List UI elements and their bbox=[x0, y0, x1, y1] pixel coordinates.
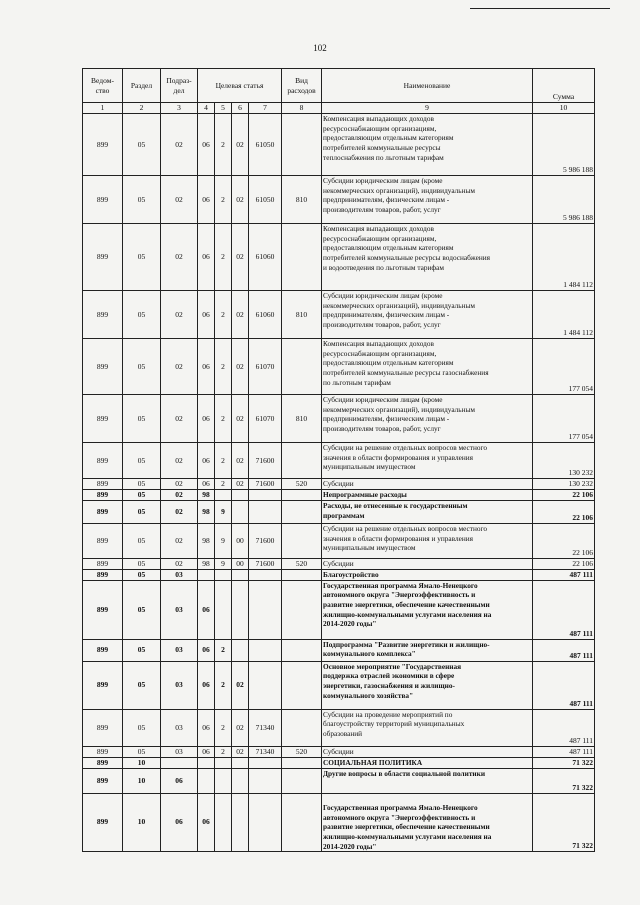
cell-dept: 899 bbox=[83, 114, 123, 176]
cell-target-4: 61060 bbox=[249, 224, 282, 291]
cell-target-2 bbox=[215, 793, 232, 852]
cell-section: 05 bbox=[123, 176, 161, 224]
table-row bbox=[83, 580, 595, 639]
cell-target-3 bbox=[232, 500, 249, 523]
cell-section: 05 bbox=[123, 479, 161, 490]
cell-target-3: 02 bbox=[232, 443, 249, 479]
cell-target-4: 71340 bbox=[249, 709, 282, 746]
cell-dept: 899 bbox=[83, 443, 123, 479]
cell-target-1: 98 bbox=[198, 500, 215, 523]
cell-target-2 bbox=[215, 768, 232, 793]
cell-subsection: 02 bbox=[161, 176, 198, 224]
header-section: Раздел bbox=[123, 69, 161, 103]
cell-target-3: 02 bbox=[232, 479, 249, 490]
cell-subsection: 03 bbox=[161, 709, 198, 746]
cell-section: 05 bbox=[123, 500, 161, 523]
cell-target-4: 61070 bbox=[249, 339, 282, 395]
cell-target-3 bbox=[232, 793, 249, 852]
cell-sum: 71 322 bbox=[533, 768, 595, 793]
cell-section: 05 bbox=[123, 395, 161, 443]
cell-name: Субсидии юридическим лицам (кроме некоммерческих организаций), индивидуальным предпринимателям, физическим лицам - производителям товаров, работ, услуг bbox=[322, 291, 533, 339]
cell-subsection: 02 bbox=[161, 489, 198, 500]
table-row bbox=[83, 639, 595, 661]
cell-name: Субсидии на решение отдельных вопросов местного значения в области формирования и управления муниципальным имуществом bbox=[322, 523, 533, 558]
cell-section: 05 bbox=[123, 114, 161, 176]
cell-dept: 899 bbox=[83, 395, 123, 443]
cell-target-2 bbox=[215, 489, 232, 500]
cell-target-2 bbox=[215, 757, 232, 768]
cell-sum: 5 986 188 bbox=[533, 176, 595, 224]
cell-dept: 899 bbox=[83, 176, 123, 224]
cell-target-2: 2 bbox=[215, 639, 232, 661]
cell-subsection: 06 bbox=[161, 793, 198, 852]
cell-target-3: 02 bbox=[232, 114, 249, 176]
cell-dept: 899 bbox=[83, 746, 123, 757]
cell-subsection: 02 bbox=[161, 523, 198, 558]
cell-name: Субсидии bbox=[322, 558, 533, 569]
cell-target-1: 06 bbox=[198, 479, 215, 490]
cell-sum: 487 111 bbox=[533, 746, 595, 757]
cell-subsection: 02 bbox=[161, 224, 198, 291]
cell-target-2: 2 bbox=[215, 395, 232, 443]
cell-exp-type bbox=[282, 580, 322, 639]
cell-section: 05 bbox=[123, 558, 161, 569]
cell-dept: 899 bbox=[83, 479, 123, 490]
table-row bbox=[83, 757, 595, 768]
cell-exp-type bbox=[282, 768, 322, 793]
table-row bbox=[83, 489, 595, 500]
cell-subsection: 06 bbox=[161, 768, 198, 793]
cell-dept: 899 bbox=[83, 500, 123, 523]
cell-target-1: 06 bbox=[198, 661, 215, 709]
cell-subsection: 02 bbox=[161, 479, 198, 490]
cell-sum: 1 484 112 bbox=[533, 224, 595, 291]
cell-name: Непрограммные расходы bbox=[322, 489, 533, 500]
cell-target-2: 2 bbox=[215, 339, 232, 395]
cell-sum: 130 232 bbox=[533, 443, 595, 479]
cell-target-2 bbox=[215, 580, 232, 639]
table-row bbox=[83, 339, 595, 395]
cell-sum: 487 111 bbox=[533, 569, 595, 580]
cell-target-3: 02 bbox=[232, 224, 249, 291]
cell-sum: 22 106 bbox=[533, 558, 595, 569]
header-dept: Ведом- ство bbox=[83, 69, 123, 103]
cell-target-2: 2 bbox=[215, 114, 232, 176]
cell-target-2: 2 bbox=[215, 291, 232, 339]
table-row bbox=[83, 443, 595, 479]
cell-exp-type: 810 bbox=[282, 291, 322, 339]
cell-target-4 bbox=[249, 500, 282, 523]
table-row bbox=[83, 558, 595, 569]
cell-subsection: 03 bbox=[161, 661, 198, 709]
cell-target-3: 02 bbox=[232, 661, 249, 709]
cell-exp-type bbox=[282, 114, 322, 176]
table-row bbox=[83, 793, 595, 852]
cell-target-1: 06 bbox=[198, 580, 215, 639]
cell-dept: 899 bbox=[83, 709, 123, 746]
cell-target-1: 06 bbox=[198, 709, 215, 746]
cell-section: 05 bbox=[123, 746, 161, 757]
cell-subsection bbox=[161, 757, 198, 768]
cell-exp-type bbox=[282, 709, 322, 746]
cell-sum: 5 986 188 bbox=[533, 114, 595, 176]
table-row bbox=[83, 500, 595, 523]
header-exp-type: Вид расходов bbox=[282, 69, 322, 103]
cell-target-3: 02 bbox=[232, 176, 249, 224]
cell-dept: 899 bbox=[83, 580, 123, 639]
cell-target-4 bbox=[249, 489, 282, 500]
table-row bbox=[83, 523, 595, 558]
cell-target-2: 2 bbox=[215, 176, 232, 224]
table-row bbox=[83, 479, 595, 490]
cell-exp-type: 810 bbox=[282, 395, 322, 443]
cell-sum: 487 111 bbox=[533, 639, 595, 661]
table-row bbox=[83, 114, 595, 176]
cell-target-4 bbox=[249, 757, 282, 768]
cell-target-3: 02 bbox=[232, 395, 249, 443]
cell-exp-type: 520 bbox=[282, 479, 322, 490]
cell-exp-type bbox=[282, 339, 322, 395]
cell-name: Субсидии на решение отдельных вопросов местного значения в области формирования и управления муниципальным имуществом bbox=[322, 443, 533, 479]
table-row bbox=[83, 291, 595, 339]
cell-target-2: 2 bbox=[215, 443, 232, 479]
cell-section: 05 bbox=[123, 443, 161, 479]
cell-target-3 bbox=[232, 639, 249, 661]
cell-section: 05 bbox=[123, 709, 161, 746]
cell-section: 05 bbox=[123, 523, 161, 558]
cell-target-1: 06 bbox=[198, 746, 215, 757]
header-name: Наименование bbox=[322, 69, 533, 103]
cell-target-1 bbox=[198, 569, 215, 580]
cell-target-4: 61050 bbox=[249, 114, 282, 176]
cell-target-3: 02 bbox=[232, 339, 249, 395]
cell-name: Другие вопросы в области социальной политики bbox=[322, 768, 533, 793]
cell-target-3 bbox=[232, 489, 249, 500]
column-number: 10 bbox=[533, 103, 595, 114]
cell-sum: 130 232 bbox=[533, 479, 595, 490]
cell-subsection: 02 bbox=[161, 395, 198, 443]
column-number: 4 bbox=[198, 103, 215, 114]
cell-subsection: 02 bbox=[161, 339, 198, 395]
cell-name: Субсидии bbox=[322, 479, 533, 490]
cell-section: 05 bbox=[123, 489, 161, 500]
column-number: 8 bbox=[282, 103, 322, 114]
cell-sum: 487 111 bbox=[533, 580, 595, 639]
page-number: 102 bbox=[313, 43, 327, 53]
cell-subsection: 02 bbox=[161, 114, 198, 176]
cell-target-2: 2 bbox=[215, 746, 232, 757]
cell-target-1: 06 bbox=[198, 291, 215, 339]
cell-sum: 71 322 bbox=[533, 793, 595, 852]
cell-target-4: 71600 bbox=[249, 558, 282, 569]
cell-section: 05 bbox=[123, 580, 161, 639]
cell-subsection: 02 bbox=[161, 500, 198, 523]
header-target: Целевая статья bbox=[198, 69, 282, 103]
cell-exp-type: 520 bbox=[282, 746, 322, 757]
cell-target-4 bbox=[249, 569, 282, 580]
cell-exp-type bbox=[282, 757, 322, 768]
cell-target-1: 06 bbox=[198, 114, 215, 176]
cell-target-2: 9 bbox=[215, 500, 232, 523]
cell-exp-type bbox=[282, 224, 322, 291]
cell-target-1: 06 bbox=[198, 639, 215, 661]
column-number: 7 bbox=[249, 103, 282, 114]
cell-name: Субсидии юридическим лицам (кроме некоммерческих организаций), индивидуальным предпринимателям, физическим лицам - производителям товаров, работ, услуг bbox=[322, 395, 533, 443]
cell-section: 05 bbox=[123, 224, 161, 291]
cell-dept: 899 bbox=[83, 757, 123, 768]
cell-target-2: 2 bbox=[215, 479, 232, 490]
cell-subsection: 03 bbox=[161, 746, 198, 757]
cell-target-4 bbox=[249, 639, 282, 661]
cell-name: Компенсация выпадающих доходов ресурсоснабжающим организациям, предоставляющим отдельным категориям потребителей коммунальные ресурсы газоснабжения по льготным тарифам bbox=[322, 339, 533, 395]
cell-target-3: 02 bbox=[232, 709, 249, 746]
cell-name: Субсидии на проведение мероприятий по благоустройству территорий муниципальных образований bbox=[322, 709, 533, 746]
cell-target-4: 71600 bbox=[249, 443, 282, 479]
cell-exp-type: 520 bbox=[282, 558, 322, 569]
cell-dept: 899 bbox=[83, 523, 123, 558]
table-row bbox=[83, 661, 595, 709]
cell-target-4: 61060 bbox=[249, 291, 282, 339]
cell-sum: 71 322 bbox=[533, 757, 595, 768]
cell-target-3: 00 bbox=[232, 523, 249, 558]
cell-target-1: 98 bbox=[198, 558, 215, 569]
table-row bbox=[83, 569, 595, 580]
cell-section: 05 bbox=[123, 569, 161, 580]
cell-dept: 899 bbox=[83, 339, 123, 395]
cell-dept: 899 bbox=[83, 661, 123, 709]
cell-sum: 177 054 bbox=[533, 395, 595, 443]
cell-exp-type bbox=[282, 569, 322, 580]
cell-sum: 177 054 bbox=[533, 339, 595, 395]
cell-target-2: 9 bbox=[215, 558, 232, 569]
cell-target-4: 61050 bbox=[249, 176, 282, 224]
cell-subsection: 02 bbox=[161, 291, 198, 339]
cell-target-1: 06 bbox=[198, 339, 215, 395]
column-number: 5 bbox=[215, 103, 232, 114]
cell-exp-type: 810 bbox=[282, 176, 322, 224]
cell-section: 10 bbox=[123, 768, 161, 793]
top-rule bbox=[470, 8, 610, 9]
cell-dept: 899 bbox=[83, 793, 123, 852]
cell-exp-type bbox=[282, 500, 322, 523]
cell-target-2: 2 bbox=[215, 709, 232, 746]
cell-dept: 899 bbox=[83, 639, 123, 661]
cell-target-1: 06 bbox=[198, 793, 215, 852]
cell-target-2: 9 bbox=[215, 523, 232, 558]
cell-target-1: 06 bbox=[198, 395, 215, 443]
cell-exp-type bbox=[282, 793, 322, 852]
cell-target-4: 71600 bbox=[249, 523, 282, 558]
cell-section: 05 bbox=[123, 639, 161, 661]
cell-name: Благоустройство bbox=[322, 569, 533, 580]
cell-name: Подпрограмма "Развитие энергетики и жилищно- коммунального комплекса" bbox=[322, 639, 533, 661]
cell-target-2: 2 bbox=[215, 661, 232, 709]
cell-target-1 bbox=[198, 757, 215, 768]
cell-target-3 bbox=[232, 768, 249, 793]
cell-name: Государственная программа Ямало-Ненецкого автономного округа "Энергоэффективность и развитие энергетики, обеспечение качественными жилищно-коммунальными услугами населения на 2014-2020 годы" bbox=[322, 580, 533, 639]
cell-target-2: 2 bbox=[215, 224, 232, 291]
cell-name: Компенсация выпадающих доходов ресурсоснабжающим организациям, предоставляющим отдельным категориям потребителей коммунальные ресурсы водоснабжения и водоотведения по льготным тарифам bbox=[322, 224, 533, 291]
cell-target-3: 02 bbox=[232, 746, 249, 757]
cell-target-1 bbox=[198, 768, 215, 793]
table-row bbox=[83, 224, 595, 291]
cell-dept: 899 bbox=[83, 569, 123, 580]
cell-section: 10 bbox=[123, 793, 161, 852]
table-row bbox=[83, 768, 595, 793]
cell-sum: 1 484 112 bbox=[533, 291, 595, 339]
column-number: 1 bbox=[83, 103, 123, 114]
cell-section: 05 bbox=[123, 339, 161, 395]
cell-subsection: 02 bbox=[161, 558, 198, 569]
cell-target-1: 06 bbox=[198, 443, 215, 479]
cell-target-4: 71600 bbox=[249, 479, 282, 490]
cell-name: Расходы, не отнесенные к государственным программам bbox=[322, 500, 533, 523]
cell-dept: 899 bbox=[83, 768, 123, 793]
cell-target-3 bbox=[232, 569, 249, 580]
cell-dept: 899 bbox=[83, 224, 123, 291]
budget-table bbox=[82, 68, 595, 852]
cell-target-4 bbox=[249, 793, 282, 852]
cell-exp-type bbox=[282, 489, 322, 500]
cell-name: СОЦИАЛЬНАЯ ПОЛИТИКА bbox=[322, 757, 533, 768]
cell-section: 10 bbox=[123, 757, 161, 768]
table-row bbox=[83, 746, 595, 757]
cell-target-3: 02 bbox=[232, 291, 249, 339]
cell-section: 05 bbox=[123, 291, 161, 339]
cell-exp-type bbox=[282, 661, 322, 709]
cell-target-3: 00 bbox=[232, 558, 249, 569]
cell-target-3 bbox=[232, 757, 249, 768]
cell-exp-type bbox=[282, 639, 322, 661]
cell-target-4 bbox=[249, 661, 282, 709]
cell-target-1: 06 bbox=[198, 176, 215, 224]
cell-target-1: 06 bbox=[198, 224, 215, 291]
table-row bbox=[83, 176, 595, 224]
cell-subsection: 03 bbox=[161, 639, 198, 661]
cell-name: Государственная программа Ямало-Ненецкого автономного округа "Энергоэффективность и развитие энергетики, обеспечение качественными жилищно-коммунальными услугами населения на 2014-2020 годы" bbox=[322, 793, 533, 852]
cell-target-4 bbox=[249, 580, 282, 639]
header-sum: Сумма bbox=[533, 69, 595, 103]
cell-dept: 899 bbox=[83, 558, 123, 569]
cell-subsection: 03 bbox=[161, 569, 198, 580]
cell-name: Субсидии юридическим лицам (кроме некоммерческих организаций), индивидуальным предпринимателям, физическим лицам - производителям товаров, работ, услуг bbox=[322, 176, 533, 224]
table-row bbox=[83, 395, 595, 443]
cell-name: Основное мероприятие "Государственная поддержка отраслей экономики в сфере энергетики, газоснабжения и жилищно- коммунального хозяйства" bbox=[322, 661, 533, 709]
cell-target-1: 98 bbox=[198, 523, 215, 558]
cell-name: Субсидии bbox=[322, 746, 533, 757]
cell-exp-type bbox=[282, 523, 322, 558]
cell-target-1: 98 bbox=[198, 489, 215, 500]
column-number: 6 bbox=[232, 103, 249, 114]
column-number: 9 bbox=[322, 103, 533, 114]
cell-dept: 899 bbox=[83, 489, 123, 500]
cell-sum: 22 106 bbox=[533, 523, 595, 558]
cell-subsection: 02 bbox=[161, 443, 198, 479]
cell-target-4: 71340 bbox=[249, 746, 282, 757]
cell-sum: 487 111 bbox=[533, 709, 595, 746]
cell-subsection: 03 bbox=[161, 580, 198, 639]
column-number: 3 bbox=[161, 103, 198, 114]
cell-target-4 bbox=[249, 768, 282, 793]
cell-sum: 487 111 bbox=[533, 661, 595, 709]
cell-exp-type bbox=[282, 443, 322, 479]
table-row bbox=[83, 709, 595, 746]
cell-target-2 bbox=[215, 569, 232, 580]
cell-name: Компенсация выпадающих доходов ресурсоснабжающим организациям, предоставляющим отдельным категориям потребителей коммунальные ресурсы теплоснабжения по льготным тарифам bbox=[322, 114, 533, 176]
cell-target-4: 61070 bbox=[249, 395, 282, 443]
cell-dept: 899 bbox=[83, 291, 123, 339]
cell-sum: 22 106 bbox=[533, 500, 595, 523]
cell-sum: 22 106 bbox=[533, 489, 595, 500]
column-number: 2 bbox=[123, 103, 161, 114]
cell-section: 05 bbox=[123, 661, 161, 709]
header-subsection: Подраз- дел bbox=[161, 69, 198, 103]
cell-target-3 bbox=[232, 580, 249, 639]
